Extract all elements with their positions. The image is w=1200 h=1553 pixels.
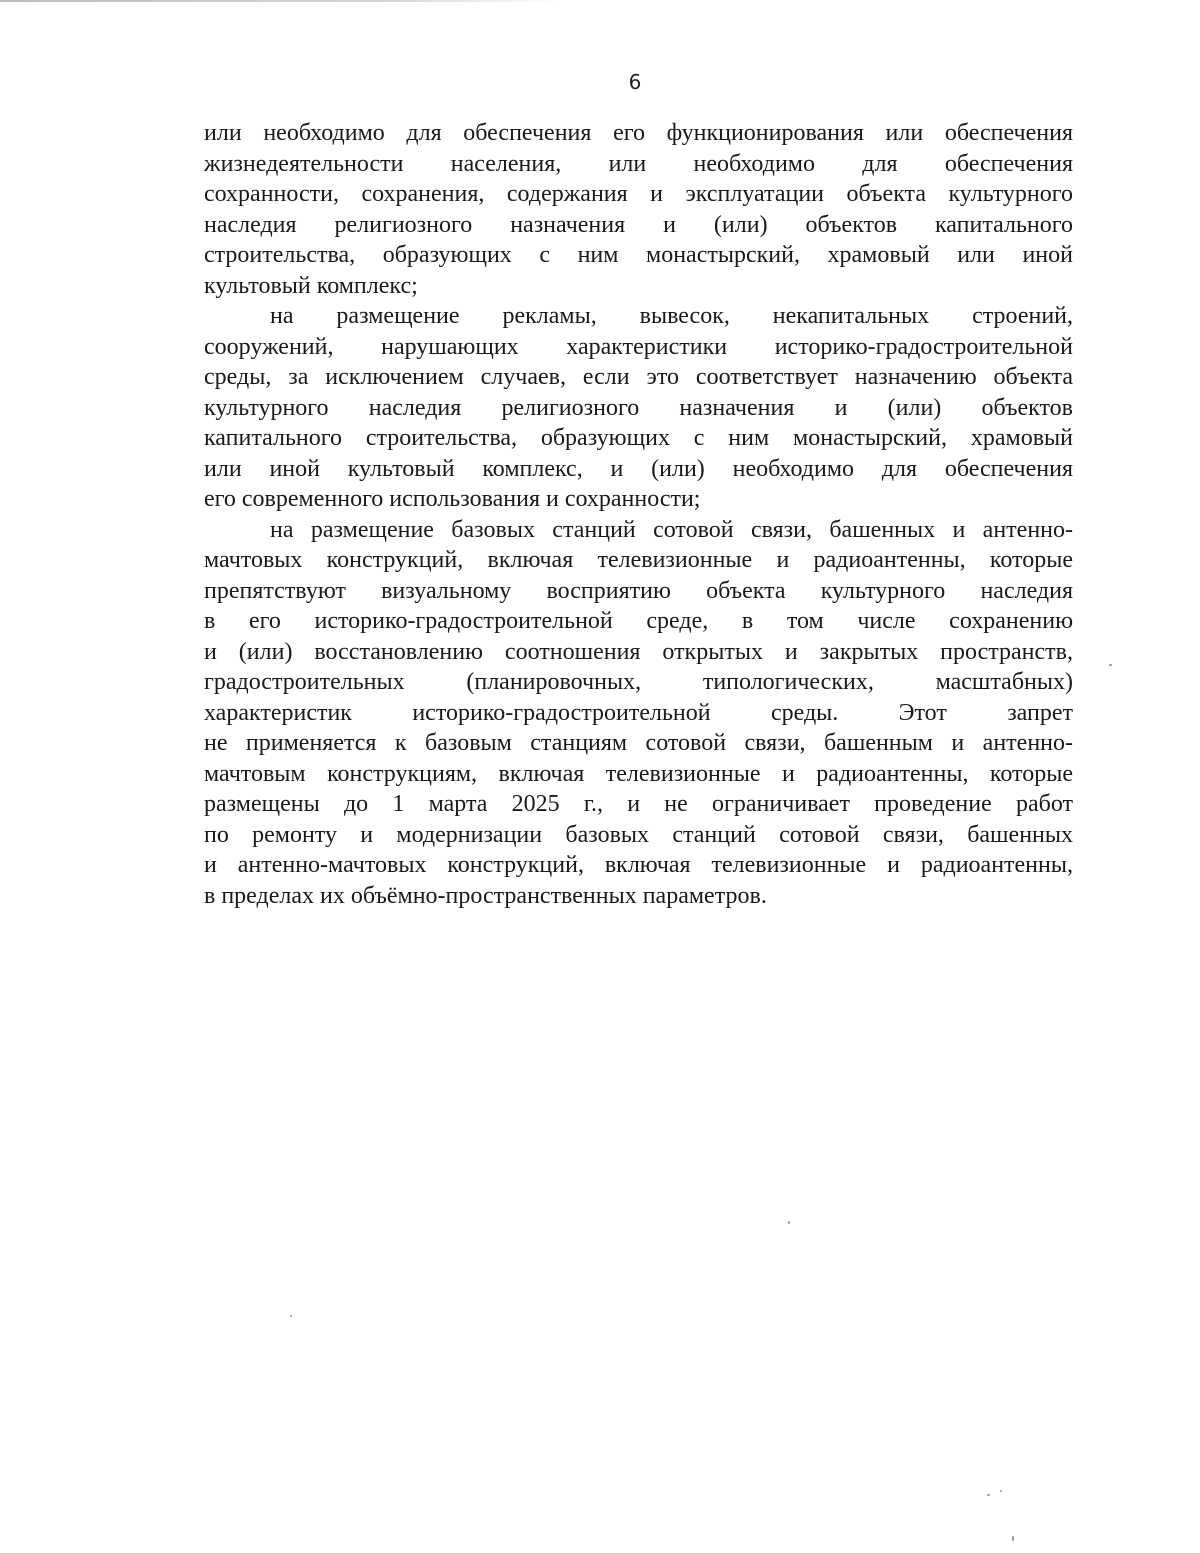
text-line: культовый комплекс; bbox=[204, 272, 418, 299]
paragraph-2 bbox=[204, 301, 1073, 515]
text-line: или необходимо для обеспечения его функционирования или обеспечения bbox=[204, 120, 1073, 146]
text-line: препятствуют визуальному восприятию объекта культурного наследия bbox=[204, 577, 1073, 604]
paragraph-1 bbox=[204, 118, 1073, 301]
text-line: наследия религиозного назначения и (или) объектов капитального bbox=[204, 211, 1073, 238]
text-line: капитального строительства, образующих с ним монастырский, храмовый bbox=[204, 425, 1073, 451]
scan-speck bbox=[1012, 1536, 1014, 1541]
page-number: 6 bbox=[628, 70, 642, 94]
text-line: мачтовым конструкциям, включая телевизионные и радиоантенны, которые bbox=[204, 760, 1073, 787]
scan-speck bbox=[788, 1221, 790, 1224]
text-line: на размещение рекламы, вывесок, некапитальных строений, bbox=[270, 303, 1073, 329]
scan-edge-line bbox=[0, 0, 560, 2]
text-line: по ремонту и модернизации базовых станций сотовой связи, башенных bbox=[204, 821, 1073, 848]
text-line: размещены до 1 марта 2025 г., и не ограничивает проведение работ bbox=[204, 791, 1073, 817]
scan-speck bbox=[290, 1315, 292, 1317]
text-line: сооружений, нарушающих характеристики историко-градостроительной bbox=[204, 333, 1073, 360]
text-line: жизнедеятельности населения, или необходимо для обеспечения bbox=[204, 150, 1073, 177]
text-line: не применяется к базовым станциям сотовой связи, башенным и антенно- bbox=[204, 730, 1073, 756]
text-line: на размещение базовых станций сотовой связи, башенных и антенно- bbox=[270, 516, 1073, 543]
text-line: мачтовых конструкций, включая телевизионные и радиоантенны, которые bbox=[204, 547, 1073, 573]
scan-speck bbox=[987, 1494, 990, 1496]
document-body bbox=[204, 118, 1073, 911]
text-line: его современного использования и сохранности; bbox=[204, 486, 701, 512]
text-line: или иной культовый комплекс, и (или) необходимо для обеспечения bbox=[204, 455, 1073, 482]
scan-speck bbox=[1000, 1490, 1002, 1492]
text-line: и (или) восстановлению соотношения открытых и закрытых пространств, bbox=[204, 638, 1073, 665]
paragraph-3 bbox=[204, 515, 1073, 912]
text-line: сохранности, сохранения, содержания и эксплуатации объекта культурного bbox=[204, 181, 1073, 207]
text-line: в пределах их объёмно-пространственных параметров. bbox=[204, 882, 767, 909]
text-line: характеристик историко-градостроительной среды. Этот запрет bbox=[204, 699, 1073, 726]
text-line: среды, за исключением случаев, если это соответствует назначению объекта bbox=[204, 364, 1073, 390]
scan-speck bbox=[1109, 664, 1112, 666]
text-line: строительства, образующих с ним монастырский, храмовый или иной bbox=[204, 242, 1073, 268]
text-line: культурного наследия религиозного назначения и (или) объектов bbox=[204, 394, 1073, 421]
text-line: в его историко-градостроительной среде, в том числе сохранению bbox=[204, 608, 1073, 634]
text-line: и антенно-мачтовых конструкций, включая телевизионные и радиоантенны, bbox=[204, 852, 1073, 878]
text-line: градостроительных (планировочных, типологических, масштабных) bbox=[204, 669, 1073, 695]
